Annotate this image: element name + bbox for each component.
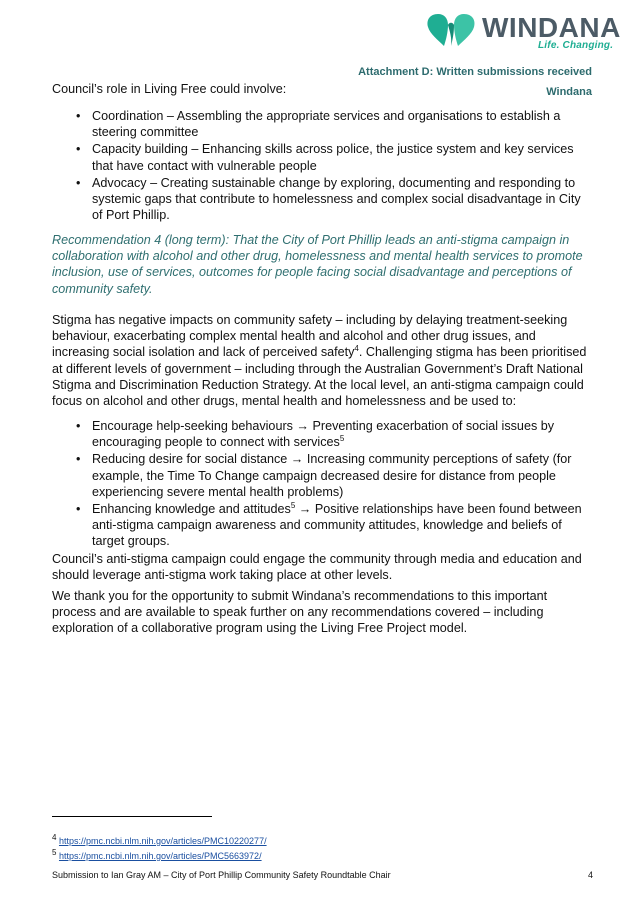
list-item: • Coordination – Assembling the appropriate services and organisations to establish a steering committee xyxy=(52,108,592,140)
windana-logo xyxy=(424,10,621,54)
use-text: → Positive relationships have been found between anti-stigma campaign awareness and community attitudes, knowledge and beliefs of target groups. xyxy=(92,502,582,549)
stigma-text-2: . Challenging stigma has been prioritised at different levels of government – including through the Australian Government’s Draft National Stigma and Discrimination Reduction Strategy. At the local level, an anti-stigma campaign could focus on alcohol and other drugs, mental health and homelessness and be used to: xyxy=(52,345,587,409)
attachment-title: Attachment D: Written submissions received xyxy=(358,66,592,78)
footnote-link[interactable]: https://pmc.ncbi.nlm.nih.gov/articles/PMC10220277/ xyxy=(58,836,267,846)
roles-list xyxy=(52,108,592,224)
footnote-4 xyxy=(52,833,267,846)
intro-text: Council’s role in Living Free could involve: xyxy=(52,82,287,96)
attachment-header xyxy=(358,62,592,102)
list-item xyxy=(52,501,592,550)
footnote-number: 4 xyxy=(52,833,57,842)
stigma-text-1: Stigma has negative impacts on community safety – including by delaying treatment-seeking behaviour, exacerbating complex mental health and alcohol and other drug issues, and increasing social isolation and lack of perceived safety xyxy=(52,313,568,360)
list-item: • Advocacy – Creating sustainable change by exploring, documenting and responding to systemic gaps that contribute to homelessness and complex social disadvantage in City of Port Phillip. xyxy=(52,175,592,224)
recommendation-4: Recommendation 4 (long term): That the City of Port Phillip leads an anti-stigma campaign in collaboration with alcohol and other drug, homelessness and mental health services to promote inclusion, use of services, outcomes for people facing social disadvantage and perceptions of community safety. xyxy=(52,233,583,296)
footnote-divider xyxy=(52,816,212,817)
logo-wordmark: WINDANA xyxy=(482,12,621,43)
campaign-paragraph: Council’s anti-stigma campaign could engage the community through media and education and should leverage anti-stigma work taking place at other levels. xyxy=(52,552,582,583)
attachment-org: Windana xyxy=(546,86,592,98)
logo-tagline: Life. Changing. xyxy=(538,40,614,51)
heart-logo-icon xyxy=(424,10,480,50)
list-item: • Capacity building – Enhancing skills across police, the justice system and key services that have contact with vulnerable people xyxy=(52,141,592,173)
footnote-5 xyxy=(52,848,262,861)
uses-list xyxy=(52,418,592,551)
list-item xyxy=(52,451,592,500)
footnote-ref: 5 xyxy=(339,434,345,444)
use-text: Enhancing knowledge and attitudes xyxy=(92,502,291,517)
page-number: 4 xyxy=(588,870,594,880)
use-text: Reducing desire for social distance → Increasing community perceptions of safety (for example, the Time To Change campaign decreased desire for distance from people experiencing severe mental health problems) xyxy=(92,452,572,499)
footnote-ref: 4 xyxy=(354,344,359,354)
page-footer: Submission to Ian Gray AM – City of Port Phillip Community Safety Roundtable Chair xyxy=(52,870,391,880)
footnote-number: 5 xyxy=(52,848,57,857)
footnote-link[interactable]: https://pmc.ncbi.nlm.nih.gov/articles/PMC5663972/ xyxy=(58,851,262,861)
list-item xyxy=(52,418,592,450)
footnote-ref: 5 xyxy=(290,500,296,510)
stigma-paragraph xyxy=(52,312,592,409)
thanks-paragraph: We thank you for the opportunity to submit Windana’s recommendations to this important process and are available to speak further on any recommendations covered – including exploration of a collaborative program using the Living Free Project model. xyxy=(52,589,548,636)
use-text: Encourage help-seeking behaviours → Preventing exacerbation of social issues by encouraging people to connect with services xyxy=(92,419,555,450)
